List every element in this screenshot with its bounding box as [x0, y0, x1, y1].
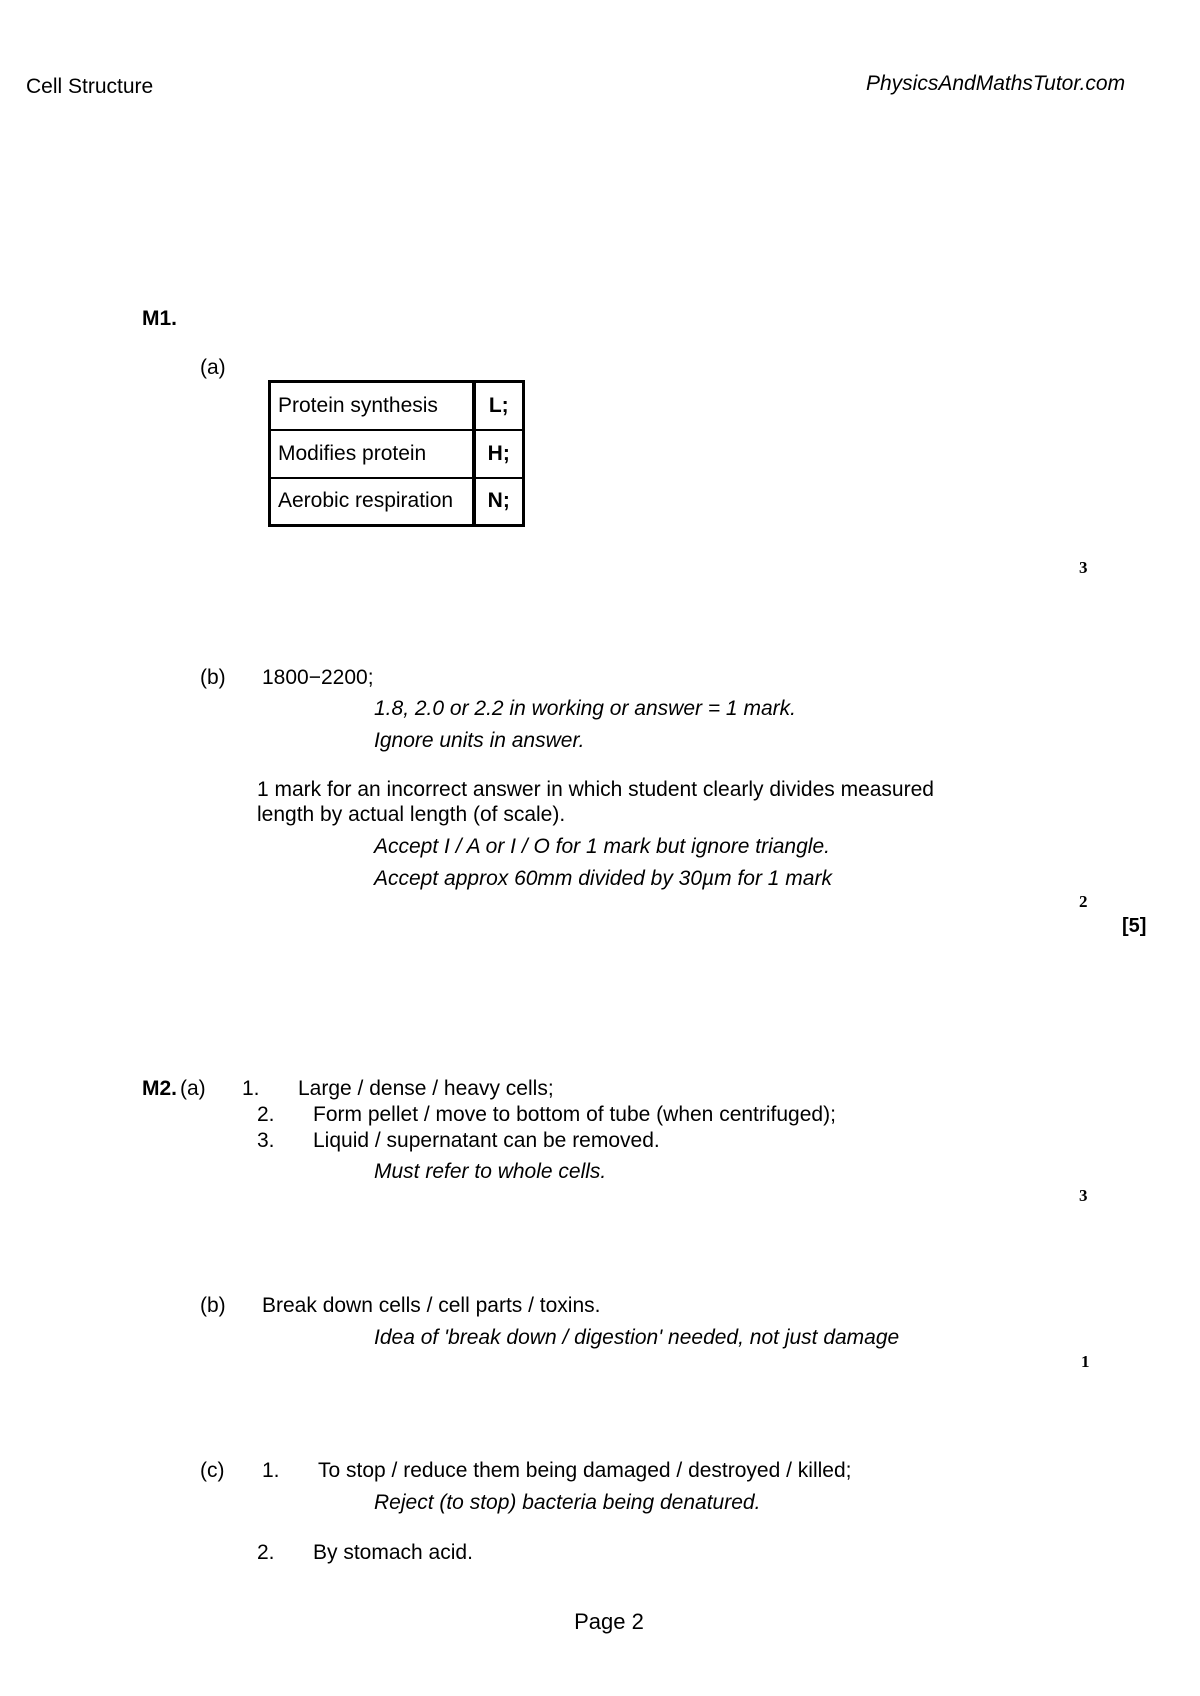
m2-c-item-1-text: To stop / reduce them being damaged / destroyed / killed;: [318, 1459, 852, 1482]
table-row: [270, 430, 524, 478]
m2-part-c-label: (c): [200, 1459, 225, 1482]
m2-b-marks: 1: [1081, 1352, 1090, 1371]
table-cell-letter: L;: [474, 382, 524, 430]
table-row: [270, 382, 524, 430]
site-watermark: PhysicsAndMathsTutor.com: [866, 72, 1126, 95]
m2-a-note: Must refer to whole cells.: [374, 1160, 607, 1183]
m1-total-marks: [5]: [1122, 915, 1147, 937]
table-row: [270, 478, 524, 526]
m1-b-note-4: Accept approx 60mm divided by 30µm for 1 mark: [374, 867, 832, 890]
m2-b-note: Idea of 'break down / digestion' needed, not just damage: [374, 1326, 900, 1349]
page-number: Page 2: [574, 1609, 644, 1634]
m2-c-item-2-number: 2.: [257, 1541, 275, 1564]
m1-b-marks: 2: [1079, 892, 1088, 911]
organelle-function-table: [268, 380, 525, 527]
m2-a-item-1-number: 1.: [242, 1077, 260, 1100]
m2-a-item-2-text: Form pellet / move to bottom of tube (when centrifuged);: [313, 1103, 836, 1126]
m2-a-item-2-number: 2.: [257, 1103, 275, 1126]
m1-b-note-3: Accept I / A or I / O for 1 mark but ignore triangle.: [374, 835, 830, 858]
table-cell-letter: N;: [474, 478, 524, 526]
question-m2-label: M2.: [142, 1077, 178, 1100]
table-cell-process: Protein synthesis: [270, 382, 474, 430]
document-title: Cell Structure: [26, 75, 154, 98]
m1-b-answer: 1800−2200;: [262, 666, 374, 689]
m1-b-paragraph-line-2: length by actual length (of scale).: [257, 803, 566, 826]
m1-b-note-2: Ignore units in answer.: [374, 729, 585, 752]
m2-a-item-3-text: Liquid / supernatant can be removed.: [313, 1129, 660, 1152]
m2-b-answer: Break down cells / cell parts / toxins.: [262, 1294, 601, 1317]
m1-b-note-1: 1.8, 2.0 or 2.2 in working or answer = 1 mark.: [374, 697, 796, 720]
m2-a-item-1-text: Large / dense / heavy cells;: [298, 1077, 554, 1100]
m2-a-item-3-number: 3.: [257, 1129, 275, 1152]
m2-c-note: Reject (to stop) bacteria being denatured.: [374, 1491, 761, 1514]
m2-a-marks: 3: [1079, 1186, 1088, 1205]
m1-part-b-label: (b): [200, 666, 226, 689]
table-cell-process: Aerobic respiration: [270, 478, 474, 526]
m2-part-a-label: (a): [180, 1077, 206, 1100]
question-m1-label: M1.: [142, 307, 178, 330]
m1-part-a-label: (a): [200, 356, 226, 379]
table-cell-letter: H;: [474, 430, 524, 478]
table-cell-process: Modifies protein: [270, 430, 474, 478]
m2-c-item-1-number: 1.: [262, 1459, 280, 1482]
m2-part-b-label: (b): [200, 1294, 226, 1317]
m2-c-item-2-text: By stomach acid.: [313, 1541, 473, 1564]
m1-b-paragraph-line-1: 1 mark for an incorrect answer in which student clearly divides measured: [257, 778, 934, 801]
m1-a-marks: 3: [1079, 558, 1088, 577]
